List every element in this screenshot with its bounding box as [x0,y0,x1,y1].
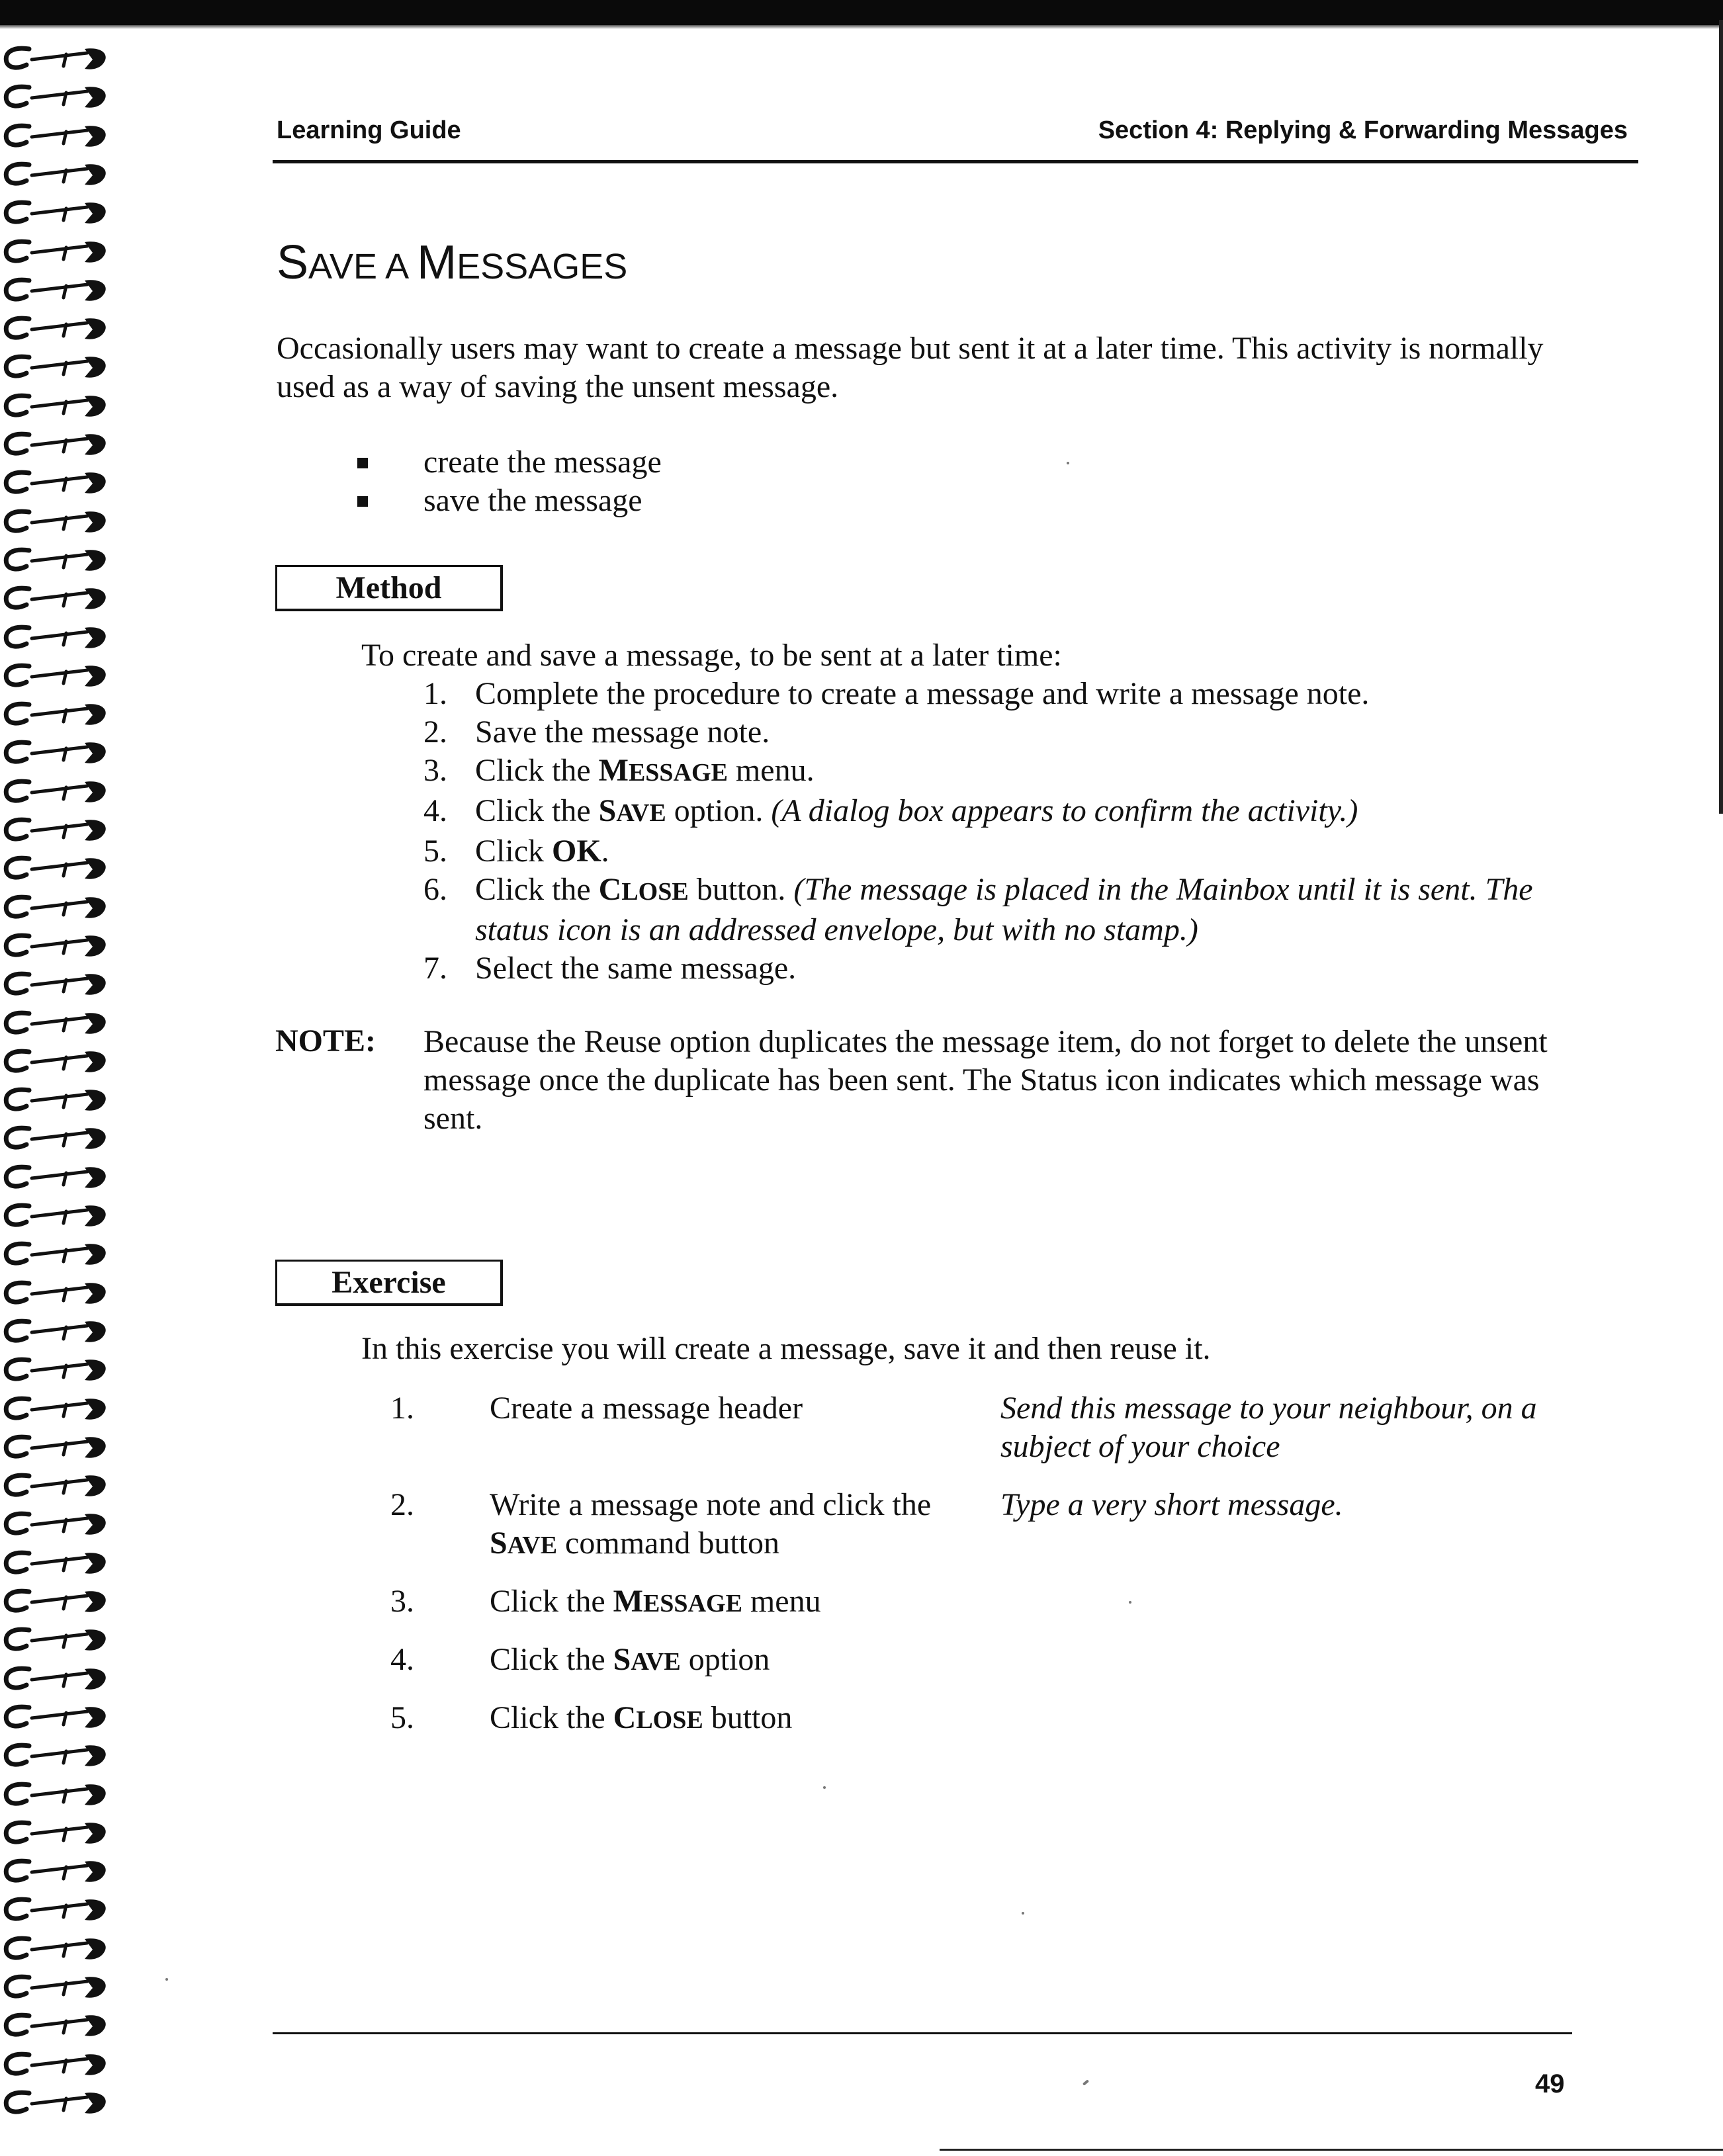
binding-coil-icon [0,811,112,849]
exercise-intro: In this exercise you will create a message, save it and then reuse it. [361,1331,1211,1366]
note-text: Because the Reuse option duplicates the message item, do not forget to delete the unsent message once the duplicate has been sent. The Status icon indicates which message was sent. [423,1024,1548,1136]
action-post: button [703,1700,793,1735]
scan-speck [165,1978,168,1981]
binding-coil-icon [0,40,112,78]
bullet-text: save the message [423,483,642,518]
square-bullet-icon [357,496,368,507]
binding-coil-icon [0,155,112,194]
exercise-action [490,1582,966,1623]
scan-speck [1129,1601,1131,1604]
binding-coil-icon [0,233,112,271]
exercise-number: 2. [390,1487,414,1522]
method-step [423,713,1601,752]
exercise-number: 4. [390,1642,414,1677]
action-pre: Write a message note and click the [490,1487,932,1522]
binding-coil-icon [0,541,112,580]
binding-coil-icon [0,773,112,811]
binding-coil-icon [0,1081,112,1119]
exercise-action: Create a message header [490,1391,803,1426]
step-number: 1. [423,676,447,711]
square-bullet-icon [357,458,368,468]
binding-coil-icon [0,1776,112,1814]
binding-coil-icon [0,2084,112,2122]
binding-coil-icon [0,348,112,386]
option-name-cap: S [613,1642,631,1677]
step-post: . [601,834,609,869]
scan-speck [1022,1912,1024,1915]
exercise-heading-box: Exercise [275,1260,503,1306]
option-name-cap: S [598,793,617,828]
option-name-rest: AVE [616,799,666,827]
method-step [423,675,1601,713]
step-post: option. [666,793,772,828]
ok-label: OK [552,834,601,869]
binding-coil-icon [0,1158,112,1197]
method-step [423,871,1601,949]
binding-coil-icon [0,1235,112,1273]
step-number: 2. [423,714,447,750]
action-post: menu [742,1584,821,1619]
action-pre: Click the [490,1584,613,1619]
scan-top-shadow [0,25,1723,29]
menu-name-rest: ESSAGE [628,759,728,787]
button-name-cap: C [613,1700,637,1735]
header-left: Learning Guide [277,116,461,144]
exercise-action [490,1699,966,1739]
exercise-note: Type a very short message. [1000,1487,1343,1522]
step-number: 4. [423,793,447,828]
step-pre: Click the [475,753,599,788]
binding-coil-icon [0,1930,112,1968]
title-cap-s: S [277,236,309,289]
binding-coil-icon [0,580,112,618]
binding-coil-icon [0,78,112,116]
binding-coil-icon [0,695,112,734]
binding-coil-icon [0,425,112,464]
button-name-rest: LOSE [636,1706,703,1734]
binding-coil-icon [0,387,112,425]
method-step [423,752,1601,792]
bullet-item [357,443,662,482]
method-step [423,832,1601,871]
action-post: option [680,1642,770,1677]
binding-coil-icon [0,1043,112,1081]
binding-coil-icon [0,1544,112,1582]
scan-speck [823,1786,826,1789]
bullet-text: create the message [423,445,662,480]
binding-coil-icon [0,657,112,695]
binding-coil-icon [0,1814,112,1852]
method-step [423,949,1601,988]
binding-coil-icon [0,1119,112,1158]
binding-coil-icon [0,1582,112,1621]
binding-coil-icon [0,619,112,657]
binding-coil-icon [0,734,112,772]
binding-coil-icon [0,503,112,541]
binding-coil-icon [0,117,112,155]
step-pre: Click the [475,872,599,907]
binding-coil-icon [0,194,112,232]
menu-name-cap: M [613,1584,643,1619]
step-pre: Click the [475,793,599,828]
binding-coil-icon [0,1852,112,1891]
step-note: (A dialog box appears to confirm the activity.) [771,793,1358,828]
binding-coil-icon [0,1660,112,1698]
bullet-item [357,482,662,520]
scan-speck [1082,2079,1089,2085]
exercise-number: 3. [390,1584,414,1619]
binding-coil-icon [0,1505,112,1543]
title-cap-m: M [417,236,457,289]
running-header [277,116,1628,156]
option-name-rest: AVE [631,1648,681,1676]
exercise-number: 1. [390,1391,414,1426]
page-title [277,236,627,290]
binding-coil-icon [0,1428,112,1467]
header-right: Section 4: Replying & Forwarding Messages [1098,116,1628,144]
action-pre: Click the [490,1700,613,1735]
method-heading-box: Method [275,565,503,611]
step-number: 5. [423,834,447,869]
step-text: Complete the procedure to create a message and write a message note. [475,676,1370,711]
binding-coil-icon [0,1467,112,1505]
exercise-action [490,1486,966,1565]
scan-bottom-edge [940,2149,1723,2151]
step-text: Save the message note. [475,714,770,750]
footer-rule [273,2032,1572,2034]
command-name-cap: S [490,1526,508,1561]
header-rule [273,160,1638,163]
scan-speck [1067,462,1069,464]
binding-coil-icon [0,1737,112,1775]
binding-coil-icon [0,271,112,310]
exercise-note: Send this message to your neighbour, on a subject of your choice [1000,1391,1537,1464]
binding-coil-icon [0,1274,112,1313]
spiral-binding [0,40,112,2156]
binding-coil-icon [0,1621,112,1659]
exercise-number: 5. [390,1700,414,1735]
button-name-rest: LOSE [621,878,689,906]
menu-name-cap: M [598,753,629,788]
step-number: 7. [423,951,447,986]
intro-paragraph: Occasionally users may want to create a message but sent it at a later time. This activity is normally used as a way of saving the unsent message. [277,331,1544,404]
step-pre: Click [475,834,552,869]
binding-coil-icon [0,1698,112,1737]
step-text: Select the same message. [475,951,797,986]
binding-coil-icon [0,849,112,888]
binding-coil-icon [0,1004,112,1043]
command-name-rest: AVE [507,1531,558,1559]
action-post: command button [557,1526,779,1561]
binding-coil-icon [0,2006,112,2045]
binding-coil-icon [0,1390,112,1428]
scan-top-border [0,0,1723,25]
method-steps [423,675,1601,988]
bullet-list [357,443,662,520]
binding-coil-icon [0,2046,112,2084]
step-number: 3. [423,753,447,788]
binding-coil-icon [0,310,112,348]
binding-coil-icon [0,927,112,965]
step-post: menu. [727,753,815,788]
action-pre: Click the [490,1642,613,1677]
method-step [423,792,1601,832]
binding-coil-icon [0,1197,112,1235]
page-number: 49 [1535,2069,1565,2098]
binding-coil-icon [0,464,112,502]
button-name-cap: C [598,872,622,907]
step-post: button. [688,872,794,907]
step-note: (The message is placed in the Mainbox until it is sent. The status icon is an addressed envelope, but with no stamp.) [475,872,1533,947]
binding-coil-icon [0,1351,112,1389]
step-number: 6. [423,872,447,907]
method-intro: To create and save a message, to be sent at a later time: [361,638,1062,673]
title-rest-1: AVE A [308,247,418,286]
binding-coil-icon [0,1891,112,1929]
title-rest-2: ESSAGES [457,247,628,286]
binding-coil-icon [0,888,112,927]
note-label: NOTE: [275,1023,376,1058]
exercise-action [490,1641,966,1681]
menu-name-rest: ESSAGE [642,1590,742,1617]
binding-coil-icon [0,1313,112,1351]
binding-coil-icon [0,1968,112,2006]
scan-right-edge [1719,20,1723,814]
binding-coil-icon [0,965,112,1004]
